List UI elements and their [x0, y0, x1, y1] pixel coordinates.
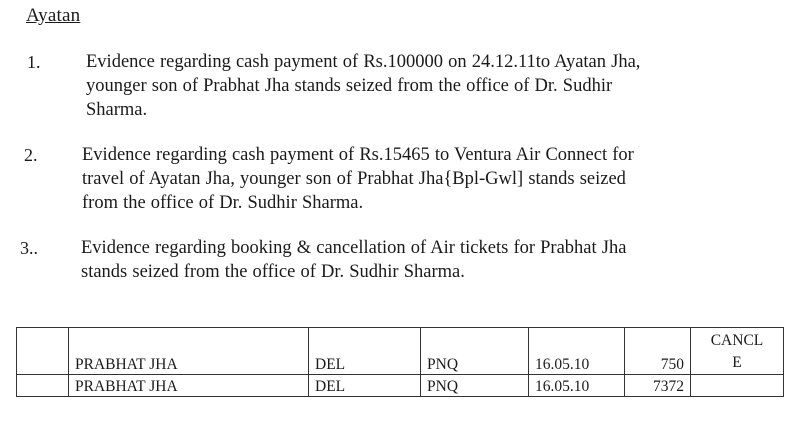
- table-cell-blank: [17, 328, 69, 375]
- destination-cell: PNQ: [421, 375, 529, 397]
- air-ticket-table: [16, 327, 784, 397]
- item-line: Sharma.: [86, 100, 148, 120]
- section-heading: Ayatan: [26, 5, 81, 26]
- status-cell: [691, 328, 784, 375]
- origin-cell: DEL: [309, 375, 421, 397]
- table-row: [17, 375, 784, 397]
- table-cell-blank: [17, 375, 69, 397]
- passenger-name-cell: PRABHAT JHA: [69, 328, 309, 375]
- amount-cell: 750: [625, 328, 691, 375]
- item-text: [82, 143, 634, 215]
- item-line: Evidence regarding booking & cancellation of Air tickets for Prabhat Jha: [81, 238, 627, 258]
- item-line: stands seized from the office of Dr. Sudhir Sharma.: [81, 262, 465, 282]
- status-text: CANCL E: [710, 332, 764, 371]
- origin-cell: DEL: [309, 328, 421, 375]
- date-cell: 16.05.10: [529, 328, 625, 375]
- item-line: travel of Ayatan Jha, younger son of Prabhat Jha{Bpl-Gwl] stands seized: [82, 169, 626, 189]
- destination-cell: PNQ: [421, 328, 529, 375]
- item-number: 2.: [24, 145, 38, 165]
- item-number: 1.: [27, 52, 41, 72]
- item-line: Evidence regarding cash payment of Rs.15465 to Ventura Air Connect for: [82, 145, 634, 165]
- item-text: [81, 236, 626, 284]
- item-text: [86, 50, 640, 122]
- passenger-name-cell: PRABHAT JHA: [69, 375, 309, 397]
- item-line: from the office of Dr. Sudhir Sharma.: [82, 193, 364, 213]
- item-line: Evidence regarding cash payment of Rs.100000 on 24.12.11to Ayatan Jha,: [86, 52, 641, 72]
- amount-cell: 7372: [625, 375, 691, 397]
- date-cell: 16.05.10: [529, 375, 625, 397]
- table-row: [17, 328, 784, 375]
- status-cell: [691, 375, 784, 397]
- item-number: 3..: [20, 238, 38, 258]
- item-line: younger son of Prabhat Jha stands seized from the office of Dr. Sudhir: [86, 76, 613, 96]
